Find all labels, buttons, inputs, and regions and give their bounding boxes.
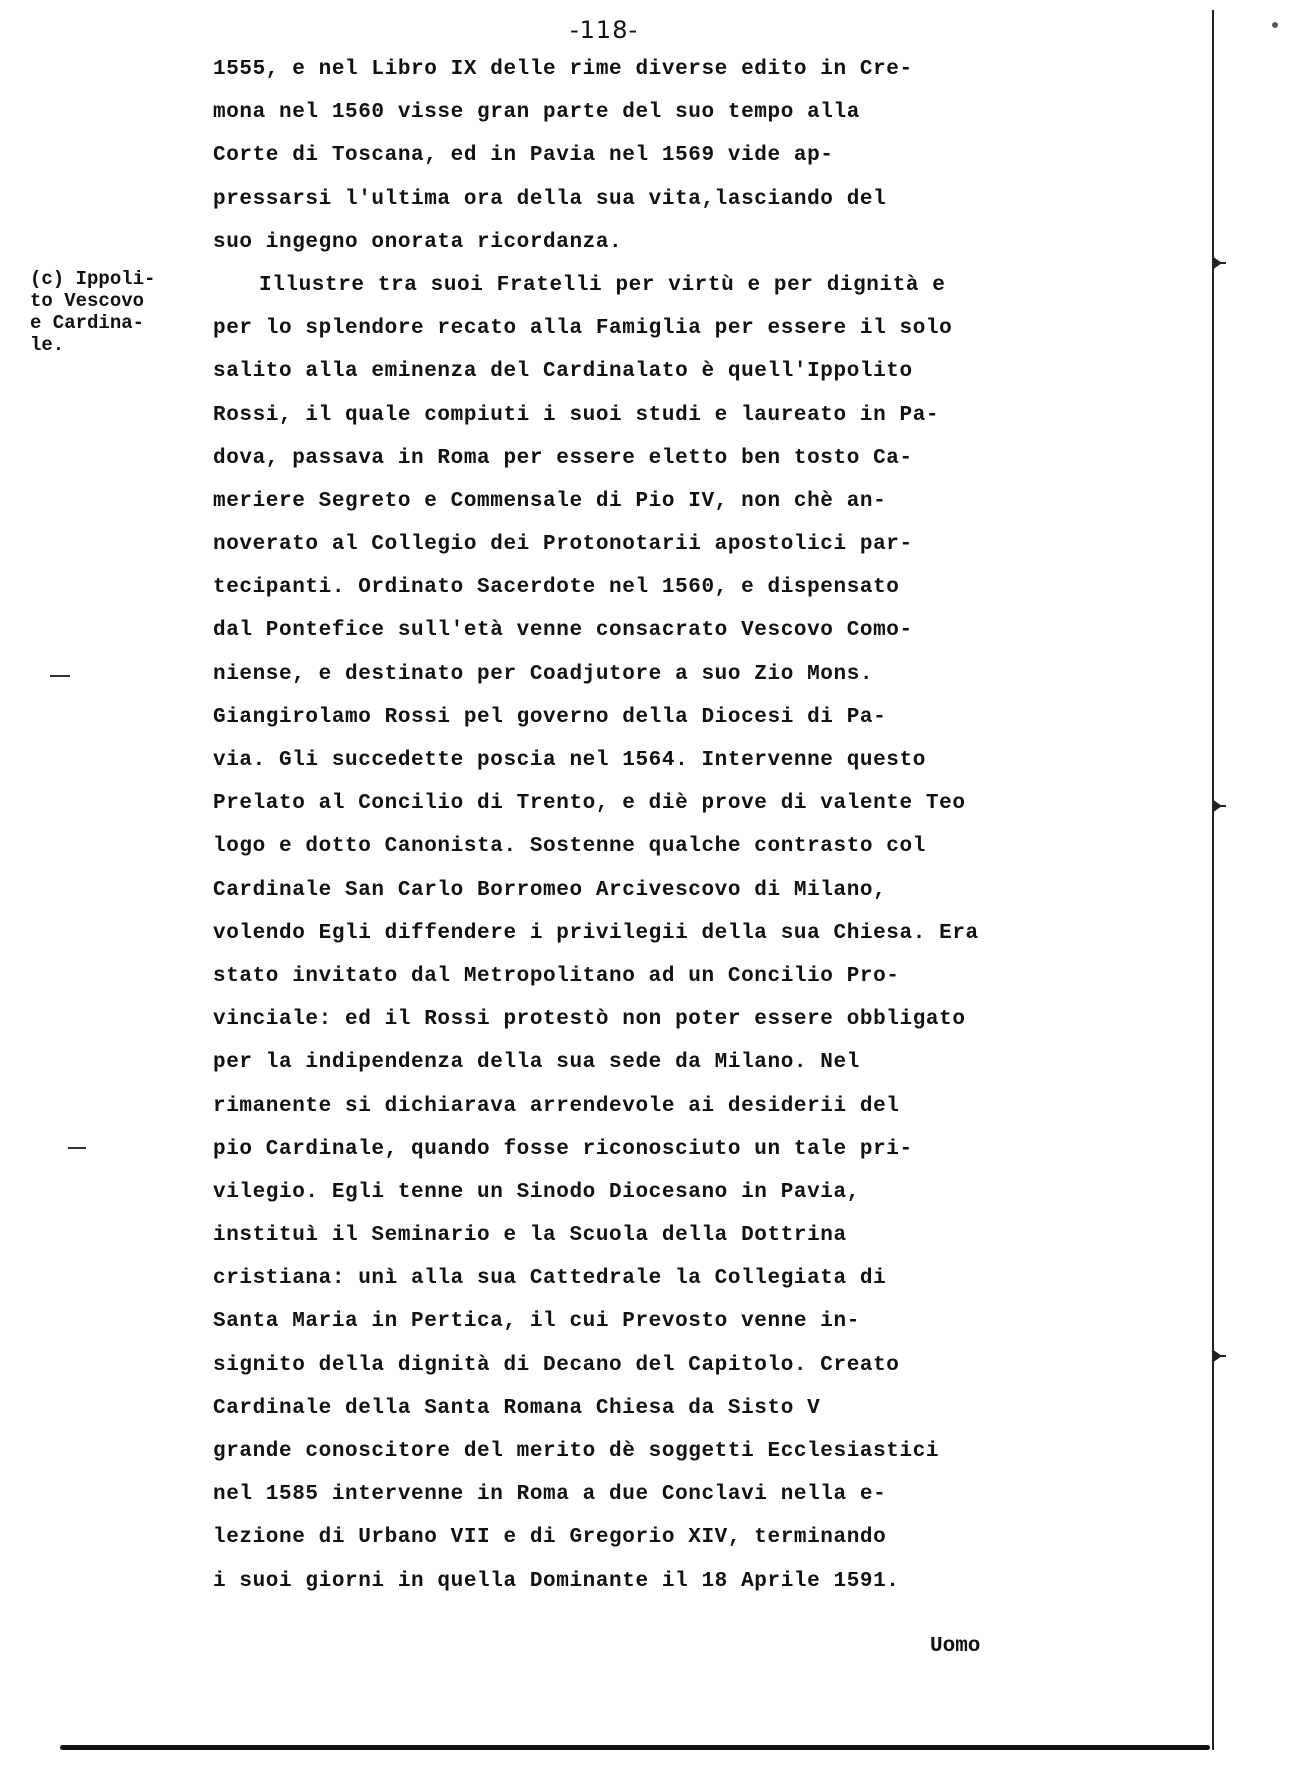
text-line: vilegio. Egli tenne un Sinodo Diocesano in Pavia,: [213, 1180, 860, 1204]
page-number: -118-: [570, 16, 639, 44]
text-line: pio Cardinale, quando fosse riconosciuto un tale pri-: [213, 1137, 913, 1161]
margin-note: (c) Ippoli- to Vescovo e Cardina- le.: [30, 268, 156, 356]
text-line: via. Gli succedette poscia nel 1564. Intervenne questo: [213, 749, 926, 772]
margin-mark: [50, 675, 70, 677]
margin-mark: [68, 1147, 86, 1149]
text-line: tecipanti. Ordinato Sacerdote nel 1560, e dispensato: [213, 576, 900, 600]
text-line: meriere Segreto e Commensale di Pio IV, non chè an-: [213, 489, 887, 513]
body-text: [213, 48, 1103, 1603]
text-line: per la indipendenza della sua sede da Milano. Nel: [213, 1051, 860, 1075]
text-line: 1555, e nel Libro IX delle rime diverse edito in Cre-: [213, 58, 913, 81]
margin-tick: [1212, 805, 1226, 807]
text-line: stato invitato dal Metropolitano ad un Concilio Pro-: [213, 964, 900, 988]
text-line: Santa Maria in Pertica, il cui Prevosto venne in-: [213, 1310, 860, 1334]
margin-tick: [1212, 262, 1226, 264]
text-line: nel 1585 intervenne in Roma a due Conclavi nella e-: [213, 1483, 887, 1507]
text-line: Cardinale della Santa Romana Chiesa da Sisto V: [213, 1396, 821, 1420]
text-line: signito della dignità di Decano del Capitolo. Creato: [213, 1353, 900, 1377]
text-line: suo ingegno onorata ricordanza.: [213, 230, 623, 254]
text-line: noverato al Collegio dei Protonotarii apostolici par-: [213, 533, 913, 557]
catchword: Uomo: [930, 1635, 981, 1658]
text-line: i suoi giorni in quella Dominante il 18 Aprile 1591.: [213, 1569, 900, 1593]
text-line: Illustre tra suoi Fratelli per virtù e per dignità e: [259, 273, 946, 297]
text-line: vinciale: ed il Rossi protestò non poter essere obbligato: [213, 1008, 966, 1032]
bottom-rule: [60, 1745, 1210, 1750]
text-line: niense, e destinato per Coadjutore a suo Zio Mons.: [213, 662, 874, 686]
text-line: Giangirolamo Rossi pel governo della Diocesi di Pa-: [213, 705, 887, 729]
text-line: mona nel 1560 visse gran parte del suo tempo alla: [213, 101, 860, 125]
text-line: instituì il Seminario e la Scuola della Dottrina: [213, 1224, 847, 1248]
text-line: grande conoscitore del merito dè soggetti Ecclesiastici: [213, 1440, 940, 1463]
text-line: dova, passava in Roma per essere eletto ben tosto Ca-: [213, 446, 913, 470]
scan-dot: [1272, 22, 1278, 28]
text-line: per lo splendore recato alla Famiglia per essere il solo: [213, 317, 953, 341]
text-line: Rossi, il quale compiuti i suoi studi e laureato in Pa-: [213, 403, 940, 427]
text-line: dal Pontefice sull'età venne consacrato Vescovo Como-: [213, 619, 913, 643]
right-margin-rule: [1212, 10, 1214, 1750]
text-line: pressarsi l'ultima ora della sua vita,lasciando del: [213, 187, 887, 211]
text-line: cristiana: unì alla sua Cattedrale la Collegiata di: [213, 1267, 887, 1291]
text-line: volendo Egli diffendere i privilegii della sua Chiesa. Era: [213, 921, 979, 945]
text-line: rimanente si dichiarava arrendevole ai desiderii del: [213, 1094, 900, 1118]
text-line: Cardinale San Carlo Borromeo Arcivescovo di Milano,: [213, 878, 887, 902]
text-line: salito alla eminenza del Cardinalato è quell'Ippolito: [213, 360, 913, 384]
text-line: Prelato al Concilio di Trento, e diè prove di valente Teo: [213, 792, 966, 816]
text-line: logo e dotto Canonista. Sostenne qualche contrasto col: [213, 835, 926, 859]
text-line: Corte di Toscana, ed in Pavia nel 1569 vide ap-: [213, 144, 834, 168]
text-line: lezione di Urbano VII e di Gregorio XIV, terminando: [213, 1526, 887, 1550]
margin-tick: [1212, 1355, 1226, 1357]
